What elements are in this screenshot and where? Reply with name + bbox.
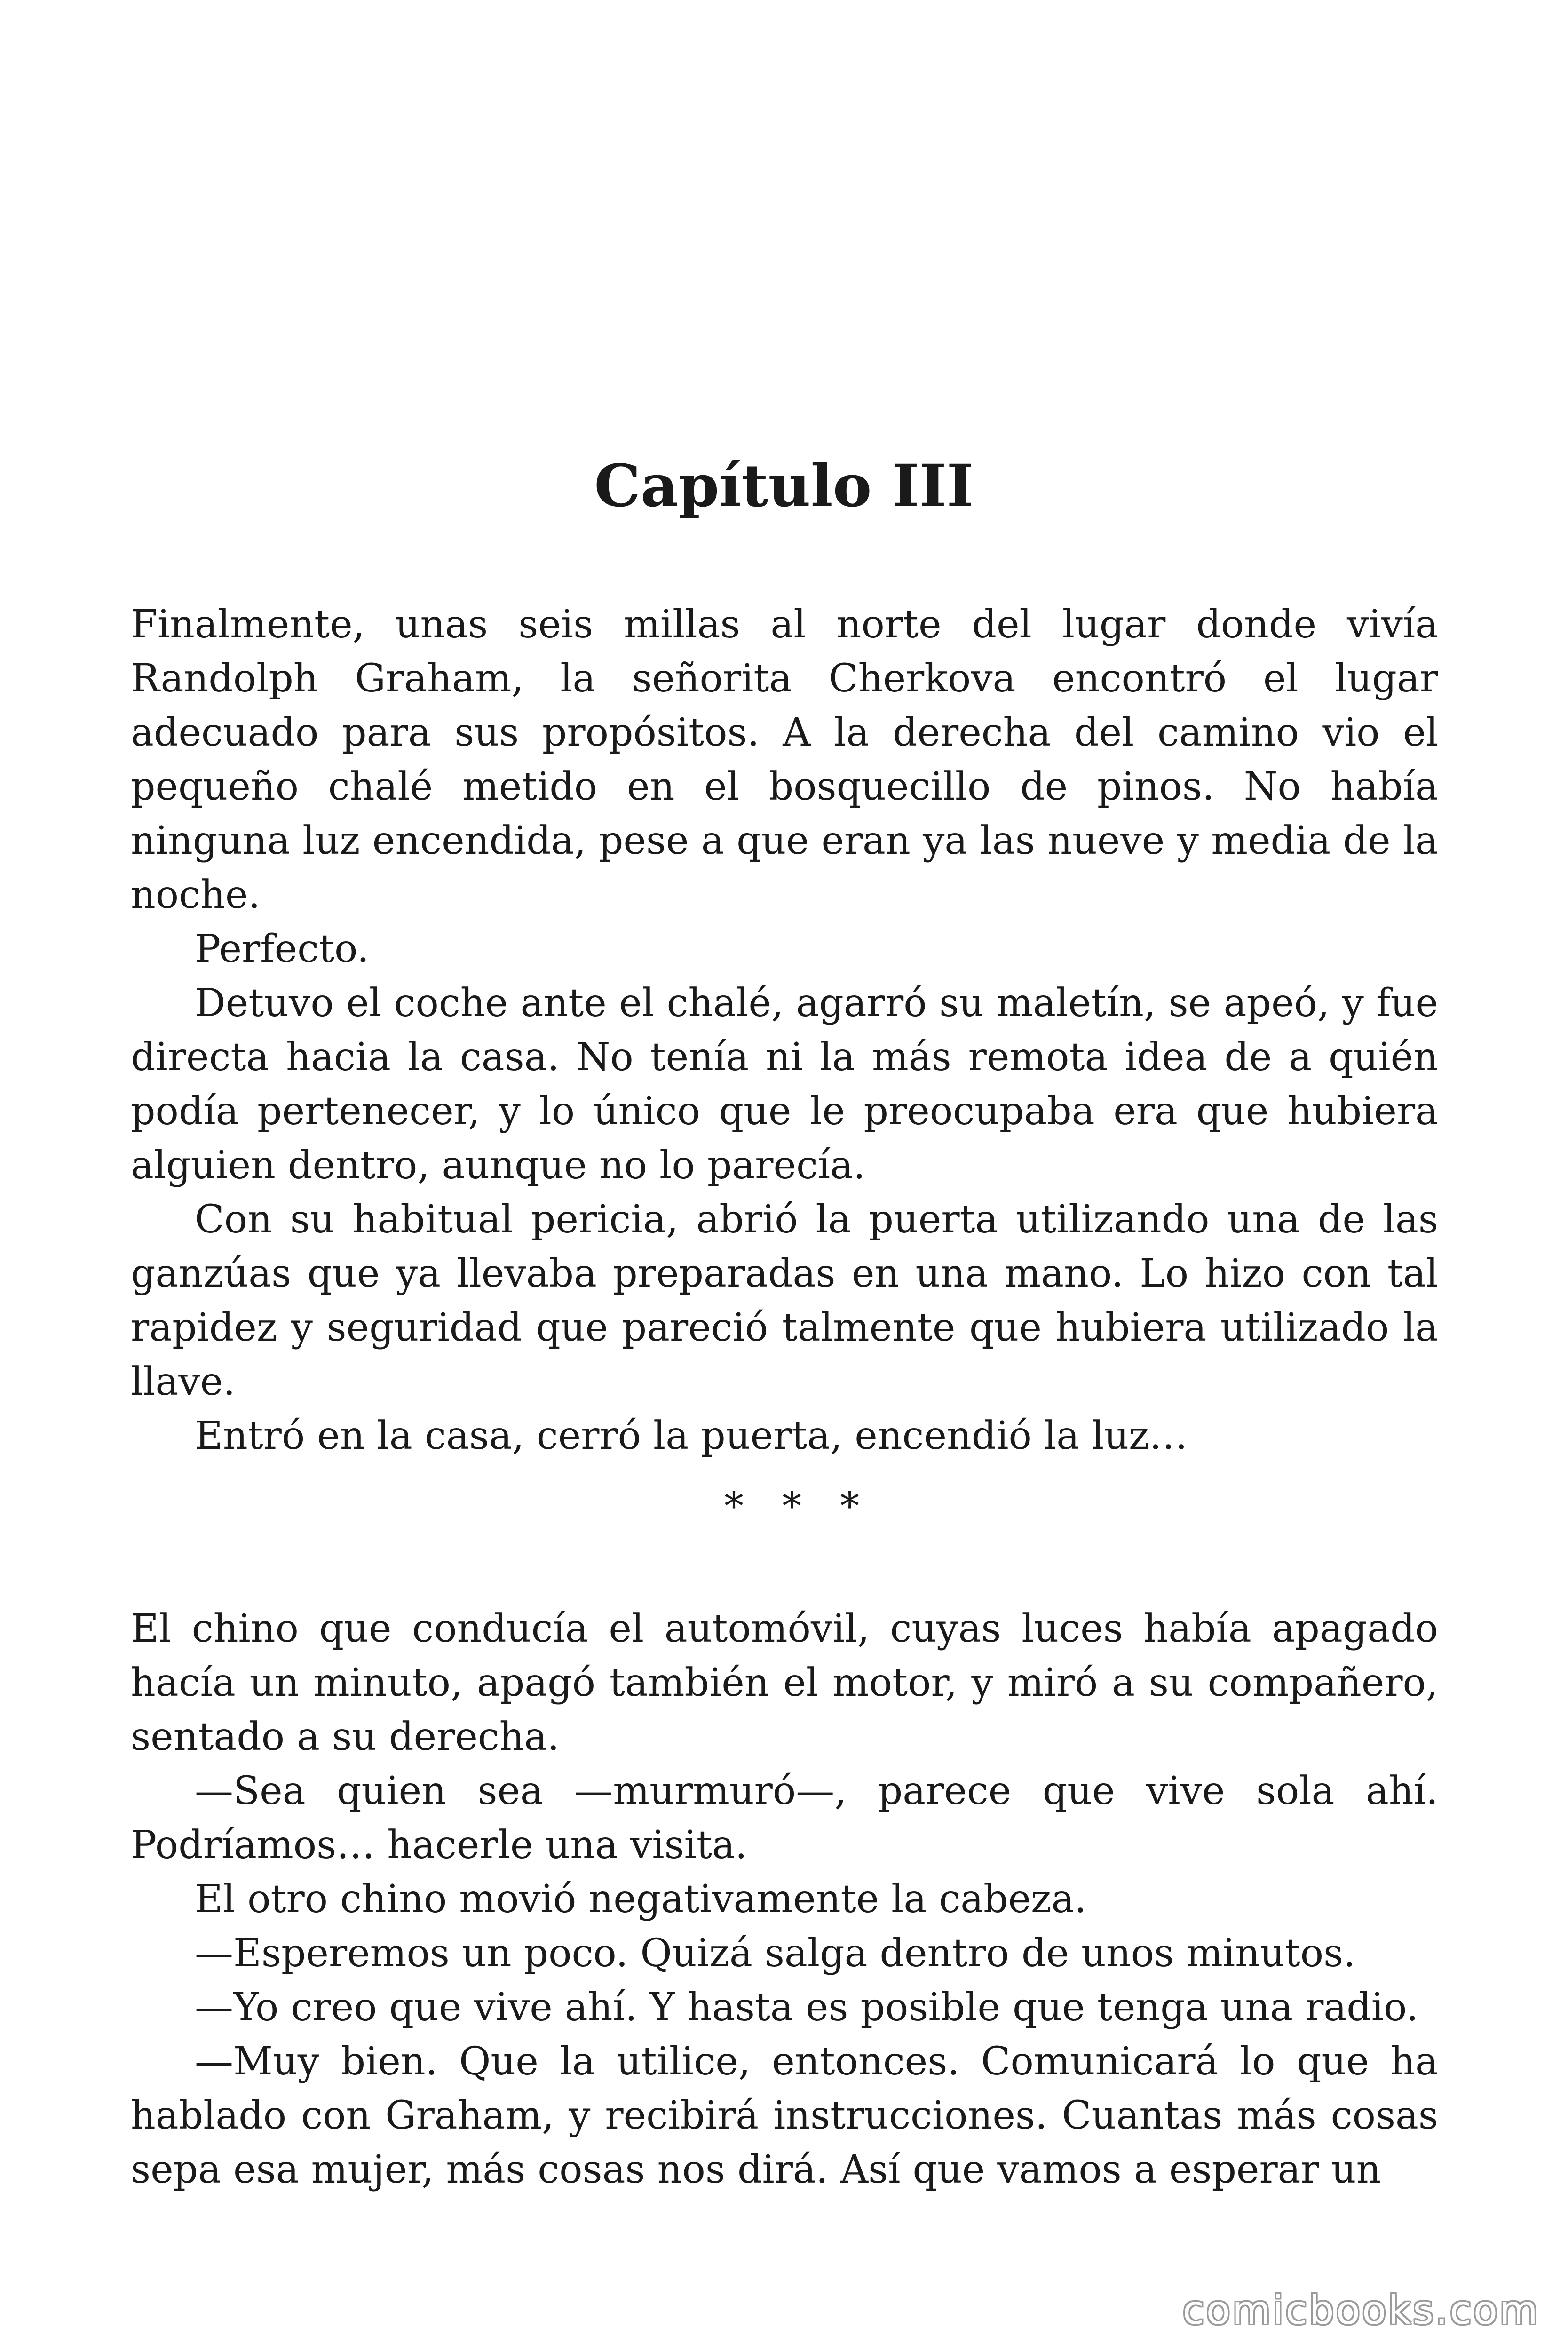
paragraph: —Sea quien sea —murmuró—, parece que vive sola ahí. Podríamos… hacerle una visita. (131, 1769, 1438, 1867)
paragraph: Con su habitual pericia, abrió la puerta utilizando una de las ganzúas que ya llevaba preparadas en una mano. Lo hizo con tal rapidez y seguridad que pareció talmente que hubiera utilizado la llave. (131, 1197, 1438, 1404)
section-two-text (131, 1602, 1438, 2197)
paragraph: Detuvo el coche ante el chalé, agarró su maletín, se apeó, y fue directa hacia la casa. No tenía ni la más remota idea de a quién podía pertenecer, y lo único que le preocupaba era que hubiera alguien dentro, aunque no lo parecía. (131, 981, 1438, 1188)
watermark-logo: comicbooks.com (1182, 2287, 1540, 2333)
paragraph: Entró en la casa, cerró la puerta, encendió la luz… (195, 1414, 1188, 1458)
paragraph: —Esperemos un poco. Quizá salga dentro de unos minutos. (195, 1931, 1356, 1976)
scene-separator: * * * (724, 1484, 873, 1529)
paragraph: El chino que conducía el automóvil, cuyas luces había apagado hacía un minuto, apagó también el motor, y miró a su compañero, sentado a su derecha. (131, 1606, 1438, 1759)
chapter-title: Capítulo III (594, 452, 974, 520)
paragraph: Perfecto. (195, 927, 369, 971)
paragraph: El otro chino movió negativamente la cabeza. (195, 1877, 1087, 1922)
paragraph: —Yo creo que vive ahí. Y hasta es posible que tenga una radio. (195, 1985, 1418, 2030)
paragraph: Finalmente, unas seis millas al norte del lugar donde vivía Randolph Graham, la señorita Cherkova encontró el lugar adecuado para sus propósitos. A la derecha del camino vio el pequeño chalé metido en el bosquecillo de pinos. No había ninguna luz encendida, pese a que eran ya las nueve y media de la noche. (131, 602, 1438, 917)
section-one-text (131, 597, 1438, 1463)
paragraph: —Muy bien. Que la utilice, entonces. Comunicará lo que ha hablado con Graham, y recibirá instrucciones. Cuantas más cosas sepa esa mujer, más cosas nos dirá. Así que vamos a esperar un (131, 2039, 1438, 2192)
